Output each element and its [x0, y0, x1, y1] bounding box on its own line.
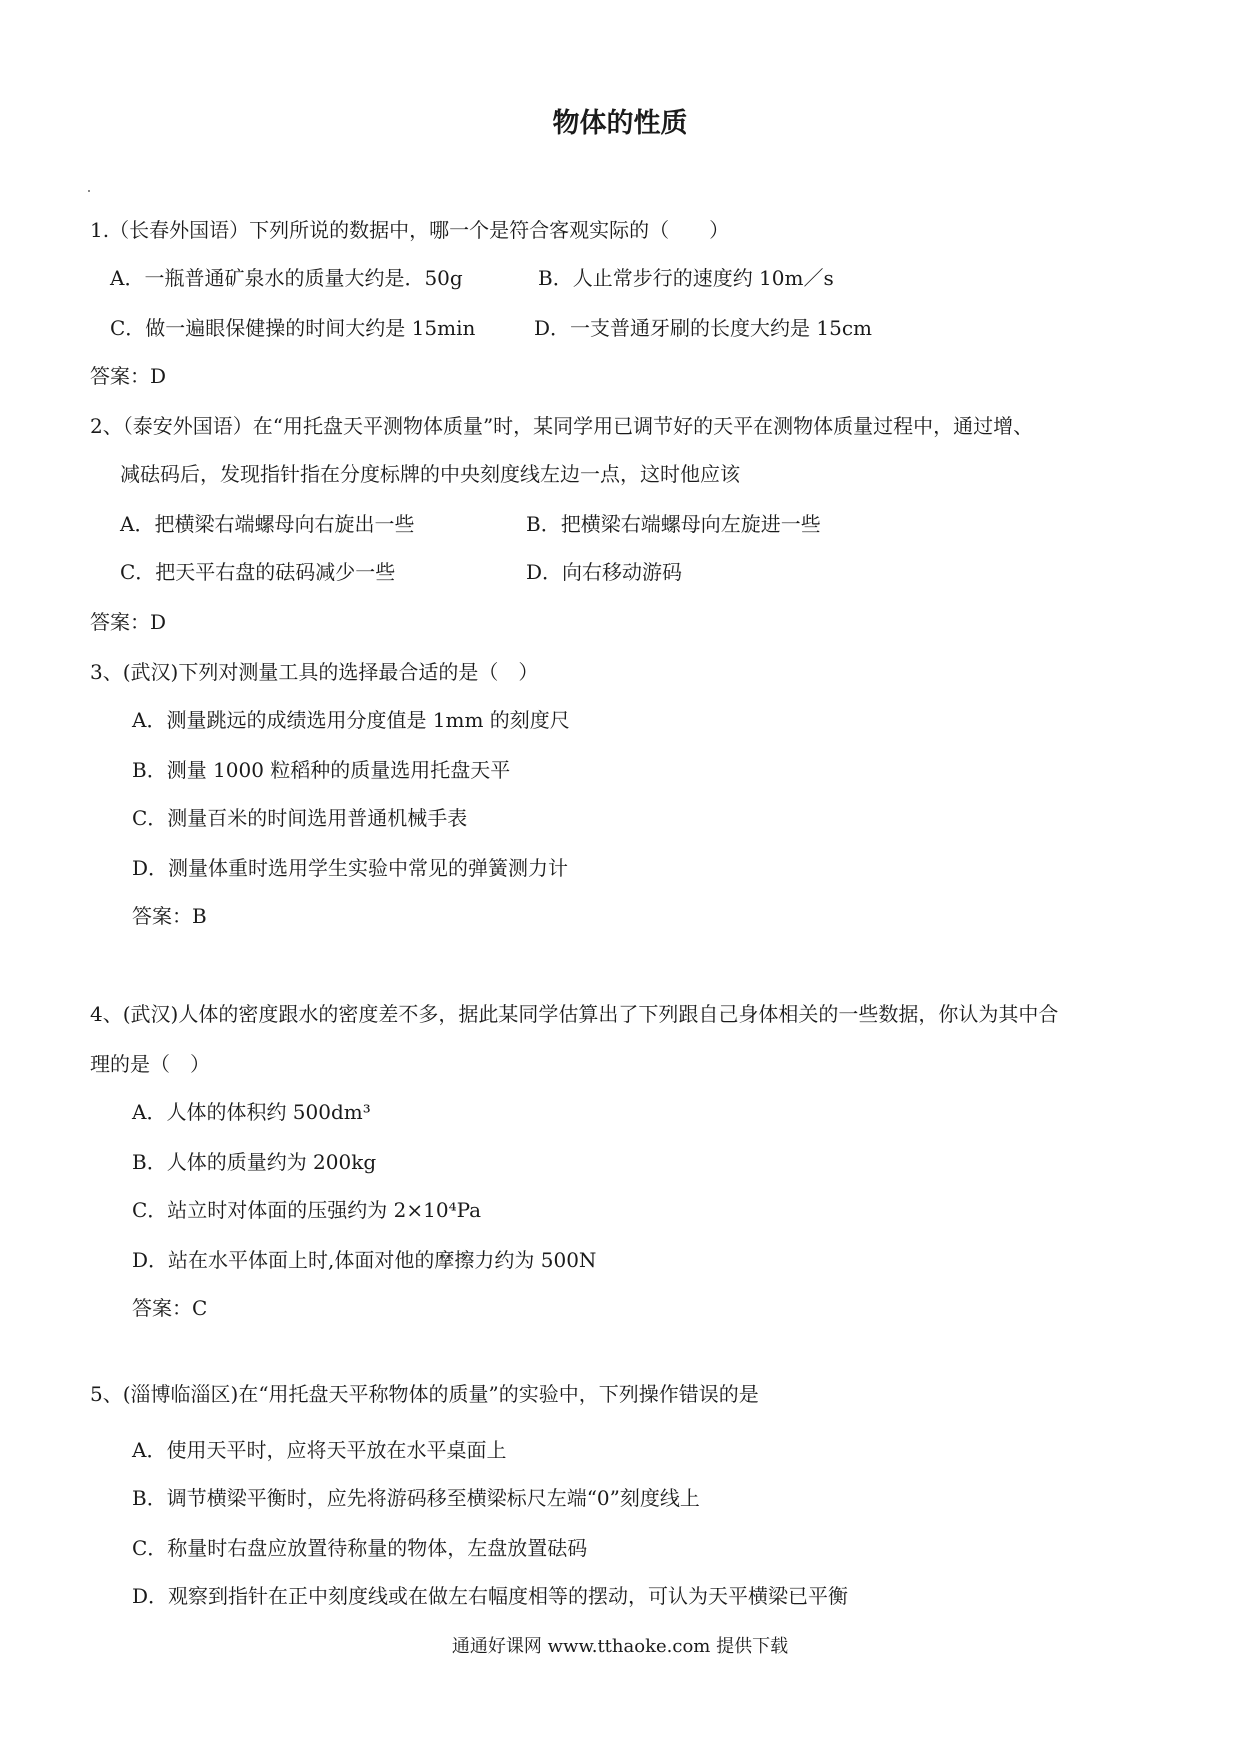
question-4-option-b: B．人体的质量约为 200kg [132, 1150, 377, 1174]
question-2-option-d: D．向右移动游码 [526, 560, 683, 584]
question-2-option-a: A．把横梁右端螺母向右旋出一些 [120, 512, 415, 536]
question-1-answer: 答案：D [90, 364, 167, 388]
question-2-option-b: B．把横梁右端螺母向左旋进一些 [526, 512, 821, 536]
question-3-option-c: C．测量百米的时间选用普通机械手表 [132, 806, 468, 830]
question-2-option-c: C．把天平右盘的砝码减少一些 [120, 560, 396, 584]
question-4-stem-line-1: 4、(武汉)人体的密度跟水的密度差不多，据此某同学估算出了下列跟自己身体相关的一些数据，你认为其中合 [90, 1002, 1059, 1026]
question-2-answer: 答案：D [90, 610, 167, 634]
question-4-option-d: D．站在水平体面上时,体面对他的摩擦力约为 500N [132, 1248, 597, 1272]
question-1-option-b: B．人止常步行的速度约 10m／s [538, 266, 834, 290]
question-4-option-a: A．人体的体积约 500dm³ [132, 1100, 371, 1124]
question-1-option-c: C．做一遍眼保健操的时间大约是 15min [110, 316, 476, 340]
question-3-stem: 3、(武汉)下列对测量工具的选择最合适的是（ ） [90, 660, 539, 684]
question-3-answer: 答案：B [132, 904, 207, 928]
question-5-option-c: C．称量时右盘应放置待称量的物体，左盘放置砝码 [132, 1536, 588, 1560]
question-5-option-b: B．调节横梁平衡时，应先将游码移至横梁标尺左端“0”刻度线上 [132, 1486, 700, 1510]
question-4-answer: 答案：C [132, 1296, 208, 1320]
page-footer: 通通好课网 www.tthaoke.com 提供下载 [451, 1636, 789, 1657]
question-5-stem: 5、(淄博临淄区)在“用托盘天平称物体的质量”的实验中，下列操作错误的是 [90, 1382, 759, 1406]
question-1-stem: 1.（长春外国语）下列所说的数据中，哪一个是符合客观实际的（ ） [90, 218, 730, 242]
question-3-option-b: B．测量 1000 粒稻种的质量选用托盘天平 [132, 758, 511, 782]
question-5-option-a: A．使用天平时，应将天平放在水平桌面上 [132, 1438, 507, 1462]
question-1-option-d: D．一支普通牙刷的长度大约是 15cm [534, 316, 873, 340]
question-4-option-c: C．站立时对体面的压强约为 2×10⁴Pa [132, 1198, 482, 1222]
page-title: 物体的性质 [552, 108, 688, 139]
scan-speck [88, 190, 90, 192]
question-2-stem-line-2: 减砝码后，发现指针指在分度标牌的中央刻度线左边一点，这时他应该 [120, 462, 740, 486]
question-3-option-a: A．测量跳远的成绩选用分度值是 1mm 的刻度尺 [132, 708, 570, 732]
question-2-stem-line-1: 2、（泰安外国语）在“用托盘天平测物体质量”时，某同学用已调节好的天平在测物体质量过程中，通过增、 [90, 414, 1034, 438]
question-1-option-a: A．一瓶普通矿泉水的质量大约是．50g [110, 266, 463, 290]
question-3-option-d: D．测量体重时选用学生实验中常见的弹簧测力计 [132, 856, 569, 880]
question-4-stem-line-2: 理的是（ ） [90, 1052, 210, 1076]
question-5-option-d: D．观察到指针在正中刻度线或在做左右幅度相等的摆动，可认为天平横梁已平衡 [132, 1584, 849, 1608]
